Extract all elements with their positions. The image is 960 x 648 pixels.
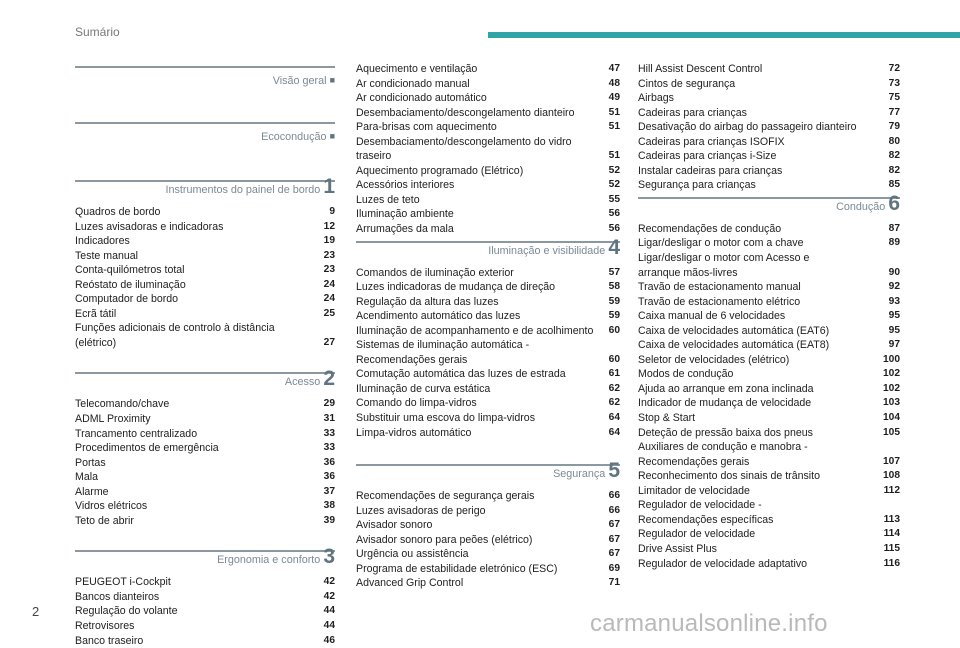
toc-entry-page: 107 [883, 455, 900, 467]
toc-entry-label: Arrumações da mala [356, 223, 454, 236]
toc-entry-page: 79 [888, 121, 900, 133]
toc-entry-page: 80 [888, 135, 900, 147]
header-accent-bar [488, 32, 960, 38]
toc-entry-label: Seletor de velocidades (elétrico) [638, 353, 790, 366]
section-square-marker: ■ [329, 75, 335, 85]
toc-entry-page: 23 [323, 264, 335, 276]
toc-section [356, 62, 620, 237]
toc-entry[interactable] [356, 562, 620, 577]
toc-entry-label: Programa de estabilidade eletrónico (ESC) [356, 562, 558, 575]
toc-entry-page: 24 [323, 278, 335, 290]
toc-entry[interactable] [75, 499, 335, 514]
toc-entry[interactable] [356, 193, 620, 208]
toc-entry[interactable] [356, 382, 620, 397]
toc-entry-page: 105 [883, 426, 900, 438]
toc-entry[interactable] [75, 307, 335, 322]
toc-entry-label: Desembaciamento/descongelamento do vidro traseiro [356, 135, 572, 163]
toc-entry-label: Ligar/desligar o motor com a chave [638, 237, 804, 250]
toc-entry-label: Substituir uma escova do limpa-vidros [356, 412, 535, 425]
toc-entry-page: 61 [608, 368, 620, 380]
toc-entry-label: Cadeiras para crianças i-Size [638, 150, 777, 163]
toc-entry-label: Banco traseiro [75, 634, 144, 647]
toc-section [638, 193, 900, 571]
toc-entry[interactable] [638, 527, 900, 542]
toc-entry-page: 39 [323, 514, 335, 526]
toc-entry[interactable] [638, 469, 900, 484]
toc-entry-label: PEUGEOT i-Cockpit [75, 576, 171, 589]
toc-entry[interactable] [75, 427, 335, 442]
toc-entry[interactable] [75, 456, 335, 471]
toc-entry-label: Acessórios interiores [356, 179, 455, 192]
toc-entry-label: Avisador sonoro [356, 519, 433, 532]
toc-entry-page: 46 [323, 634, 335, 646]
toc-entry[interactable] [75, 619, 335, 634]
toc-section [356, 237, 620, 441]
toc-entry-label: Urgência ou assistência [356, 548, 469, 561]
toc-entry[interactable] [356, 504, 620, 519]
toc-entry-page: 89 [888, 237, 900, 249]
section-header [75, 368, 335, 397]
toc-entry-label: Para-brisas com aquecimento [356, 121, 497, 134]
toc-entry-page: 42 [323, 576, 335, 588]
toc-entry[interactable] [638, 411, 900, 426]
toc-entry-page: 75 [888, 92, 900, 104]
toc-entry[interactable] [638, 440, 900, 469]
toc-entry-label: Iluminação de acompanhamento e de acolhimento [356, 324, 594, 337]
toc-entry-page: 82 [888, 164, 900, 176]
section-title[interactable]: Instrumentos do painel de bordo [165, 184, 321, 196]
toc-entry[interactable] [356, 309, 620, 324]
toc-entry-page: 87 [888, 222, 900, 234]
section-header [75, 176, 335, 205]
toc-entry[interactable] [638, 164, 900, 179]
toc-entry-label: Regulação do volante [75, 605, 178, 618]
toc-entry-page: 82 [888, 150, 900, 162]
toc-entry-page: 25 [323, 307, 335, 319]
toc-entry-label: Cintos de segurança [638, 77, 736, 90]
toc-entry-page: 102 [883, 382, 900, 394]
section-header [638, 193, 900, 222]
section-number: 6 [888, 191, 900, 215]
toc-section [75, 118, 335, 156]
toc-entry-label: Deteção de pressão baixa dos pneus [638, 426, 813, 439]
toc-entry[interactable] [638, 149, 900, 164]
toc-entry-page: 114 [883, 528, 900, 540]
toc-entry-label: Desativação do airbag do passageiro dianteiro [638, 121, 857, 134]
toc-entry-page: 104 [883, 412, 900, 424]
section-title-group [217, 545, 335, 569]
toc-entry[interactable] [638, 338, 900, 353]
toc-entry-page: 62 [608, 397, 620, 409]
section-title[interactable]: Ecocondução [261, 131, 327, 143]
section-divider [75, 122, 335, 124]
toc-entry[interactable] [356, 222, 620, 237]
toc-entry-label: Airbags [638, 92, 674, 105]
toc-entry-page: 60 [608, 353, 620, 365]
toc-entry-page: 24 [323, 293, 335, 305]
toc-entry-label: Sistemas de iluminação automática - Recomendações gerais [356, 339, 530, 366]
toc-entry-page: 47 [608, 63, 620, 74]
toc-entry-label: Reóstato de iluminação [75, 278, 186, 291]
page-number: 2 [32, 604, 40, 619]
toc-entry-page: 112 [883, 484, 900, 496]
toc-entry-label: Comando do limpa-vidros [356, 397, 477, 410]
toc-entry[interactable] [638, 222, 900, 237]
toc-entry-label: Iluminação de curva estática [356, 382, 491, 395]
toc-entry-page: 66 [608, 490, 620, 502]
toc-entry[interactable] [356, 164, 620, 179]
section-number: 2 [323, 367, 335, 391]
toc-entry-label: Caixa manual de 6 velocidades [638, 310, 786, 323]
toc-entry-page: 12 [323, 220, 335, 232]
toc-entry[interactable] [75, 575, 335, 590]
section-title[interactable]: Acesso [284, 376, 321, 389]
toc-entry-page: 113 [883, 513, 900, 525]
toc-entry[interactable] [638, 382, 900, 397]
toc-entry-page: 51 [608, 150, 620, 162]
section-header [356, 460, 620, 489]
section-title[interactable]: Segurança [553, 468, 606, 481]
toc-entry-label: Travão de estacionamento elétrico [638, 295, 801, 308]
toc-entry-label: Limitador de velocidade [638, 484, 750, 497]
toc-entry-page: 100 [883, 353, 900, 365]
toc-entry-page: 66 [608, 504, 620, 516]
toc-entry-page: 27 [323, 336, 335, 348]
toc-entry[interactable] [75, 470, 335, 485]
toc-entry-page: 95 [888, 310, 900, 322]
toc-section [75, 368, 335, 528]
toc-entry-label: Teto de abrir [75, 514, 134, 527]
toc-entry-label: Stop & Start [638, 412, 696, 425]
toc-entry-label: Comandos de iluminação exterior [356, 266, 514, 279]
toc-entry[interactable] [356, 106, 620, 121]
section-header [75, 546, 335, 575]
toc-entry-label: Acendimento automático das luzes [356, 310, 521, 323]
toc-entry[interactable] [75, 321, 335, 350]
toc-entry-page: 59 [608, 310, 620, 322]
toc-entry-label: Regulador de velocidade [638, 528, 756, 541]
toc-entry-page: 62 [608, 382, 620, 394]
toc-entry-page: 44 [323, 620, 335, 632]
toc-entry-label: Indicador de mudança de velocidade [638, 397, 812, 410]
toc-section [75, 176, 335, 350]
toc-entry-page: 73 [888, 77, 900, 89]
toc-entry-label: ADML Proximity [75, 413, 151, 426]
toc-entry-page: 85 [888, 179, 900, 191]
toc-entry[interactable] [356, 178, 620, 193]
toc-entry[interactable] [356, 207, 620, 222]
toc-entry-label: Iluminação ambiente [356, 208, 454, 221]
toc-entry-page: 116 [883, 557, 900, 569]
toc-entry-page: 36 [323, 456, 335, 468]
toc-entry-label: Cadeiras para crianças ISOFIX [638, 135, 785, 148]
toc-entry[interactable] [75, 234, 335, 249]
toc-entry[interactable] [638, 251, 900, 280]
toc-entry[interactable] [638, 178, 900, 193]
toc-entry-page: 49 [608, 92, 620, 104]
toc-entry[interactable] [638, 484, 900, 499]
toc-entry-page: 55 [608, 193, 620, 205]
toc-entry-label: Instalar cadeiras para crianças [638, 164, 783, 177]
toc-entry[interactable] [75, 441, 335, 456]
toc-entry-page: 37 [323, 485, 335, 497]
toc-entry[interactable] [356, 338, 620, 367]
toc-entry-label: Computador de bordo [75, 293, 179, 306]
toc-entry-label: Ar condicionado automático [356, 92, 487, 105]
toc-entry[interactable] [638, 135, 900, 150]
toc-entry[interactable] [356, 518, 620, 533]
toc-entry[interactable] [638, 557, 900, 572]
toc-entry-page: 48 [608, 77, 620, 89]
toc-section [75, 546, 335, 648]
toc-entry-page: 93 [888, 295, 900, 307]
toc-entry-page: 64 [608, 426, 620, 438]
toc-entry-label: Drive Assist Plus [638, 542, 717, 555]
section-title-group [553, 459, 620, 483]
toc-entry[interactable] [75, 514, 335, 529]
toc-entry-label: Luzes de teto [356, 193, 420, 206]
page-header-title: Sumário [75, 25, 120, 39]
toc-entry[interactable] [75, 278, 335, 293]
toc-entry-label: Aquecimento e ventilação [356, 63, 478, 75]
toc-entry-page: 51 [608, 121, 620, 133]
toc-entry-label: Recomendações de segurança gerais [356, 490, 535, 503]
toc-entry[interactable] [356, 266, 620, 281]
toc-entry-page: 19 [323, 235, 335, 247]
section-title-group [488, 235, 620, 259]
section-header [75, 118, 335, 156]
toc-entry-label: Bancos dianteiros [75, 590, 160, 603]
toc-entry[interactable] [638, 91, 900, 106]
toc-entry[interactable] [75, 412, 335, 427]
toc-column-2 [356, 62, 620, 609]
section-number: 3 [323, 545, 335, 569]
toc-entry[interactable] [75, 249, 335, 264]
toc-entry-page: 67 [608, 533, 620, 545]
toc-entry-page: 103 [883, 397, 900, 409]
toc-column-3 [638, 62, 900, 593]
toc-entry-label: Auxiliares de condução e manobra - Recomendações gerais [638, 441, 808, 468]
toc-entry[interactable] [638, 498, 900, 527]
toc-entry-label: Travão de estacionamento manual [638, 281, 801, 294]
toc-section [638, 62, 900, 193]
toc-entry[interactable] [356, 295, 620, 310]
toc-entry-page: 9 [329, 206, 335, 217]
section-title-group [273, 73, 335, 87]
toc-entry[interactable] [638, 295, 900, 310]
toc-entry-label: Portas [75, 456, 106, 469]
toc-entry-label: Indicadores [75, 235, 130, 248]
toc-entry-label: Segurança para crianças [638, 179, 756, 192]
toc-entry[interactable] [638, 396, 900, 411]
toc-entry-label: Desembaciamento/descongelamento dianteiro [356, 106, 575, 119]
toc-entry[interactable] [356, 135, 620, 164]
toc-entry-page: 90 [888, 266, 900, 278]
toc-entry-page: 38 [323, 500, 335, 512]
toc-entry-page: 44 [323, 605, 335, 617]
toc-entry[interactable] [356, 396, 620, 411]
section-title[interactable]: Condução [836, 200, 886, 213]
toc-entry-label: Conta-quilómetros total [75, 264, 185, 277]
toc-section [356, 460, 620, 591]
toc-entry-label: Luzes indicadoras de mudança de direção [356, 281, 556, 294]
toc-entry[interactable] [638, 426, 900, 441]
toc-entry-page: 23 [323, 249, 335, 261]
toc-entry-label: Ecrã tátil [75, 307, 117, 320]
toc-entry-page: 97 [888, 339, 900, 351]
section-header [75, 62, 335, 100]
toc-entry-page: 52 [608, 164, 620, 176]
toc-entry[interactable] [75, 604, 335, 619]
toc-entry-page: 42 [323, 590, 335, 602]
toc-entry[interactable] [638, 106, 900, 121]
toc-entry[interactable] [356, 324, 620, 339]
toc-entry[interactable] [638, 324, 900, 339]
toc-entry-label: Reconhecimento dos sinais de trânsito [638, 470, 820, 483]
toc-entry-label: Regulação da altura das luzes [356, 295, 499, 308]
toc-entry-label: Cadeiras para crianças [638, 106, 747, 119]
toc-entry[interactable] [356, 62, 620, 77]
toc-entry[interactable] [638, 280, 900, 295]
toc-entry-label: Luzes avisadoras e indicadoras [75, 220, 224, 233]
toc-entry[interactable] [638, 77, 900, 92]
toc-entry[interactable] [75, 590, 335, 605]
toc-entry[interactable] [356, 576, 620, 591]
toc-entry-page: 36 [323, 471, 335, 483]
toc-entry-label: Ar condicionado manual [356, 77, 470, 90]
toc-entry-page: 69 [608, 562, 620, 574]
toc-entry-label: Modos de condução [638, 368, 734, 381]
toc-entry-label: Advanced Grip Control [356, 577, 464, 590]
section-title-group [165, 175, 335, 198]
toc-entry[interactable] [638, 309, 900, 324]
toc-entry[interactable] [75, 397, 335, 412]
toc-entry-page: 60 [608, 324, 620, 336]
toc-column-1 [75, 62, 335, 648]
toc-entry-page: 58 [608, 281, 620, 293]
section-number: 1 [323, 175, 335, 198]
toc-entry[interactable] [356, 533, 620, 548]
toc-entry-page: 29 [323, 398, 335, 410]
toc-entry-label: Regulador de velocidade adaptativo [638, 557, 808, 570]
toc-entry-page: 108 [883, 470, 900, 482]
toc-entry[interactable] [356, 547, 620, 562]
toc-section [75, 62, 335, 100]
toc-entry-page: 64 [608, 412, 620, 424]
toc-entry[interactable] [75, 634, 335, 648]
toc-entry-label: Hill Assist Descent Control [638, 63, 763, 75]
toc-entry[interactable] [75, 205, 335, 220]
toc-entry[interactable] [75, 220, 335, 235]
section-divider [75, 66, 335, 68]
toc-entry[interactable] [638, 542, 900, 557]
toc-entry-page: 92 [888, 281, 900, 293]
section-title-group [284, 367, 335, 391]
toc-entry-label: Limpa-vidros automático [356, 426, 472, 439]
section-title-group [836, 191, 900, 215]
toc-entry-label: Mala [75, 471, 98, 484]
toc-entry-label: Alarme [75, 485, 109, 498]
toc-entry[interactable] [356, 91, 620, 106]
toc-entry-label: Comutação automática das luzes de estrada [356, 368, 566, 381]
toc-entry-page: 72 [888, 63, 900, 74]
toc-entry-label: Retrovisores [75, 620, 135, 633]
toc-entry-label: Avisador sonoro para peões (elétrico) [356, 533, 533, 546]
toc-entry-label: Caixa de velocidades automática (EAT8) [638, 339, 830, 352]
toc-entry-page: 33 [323, 442, 335, 454]
toc-entry-label: Trancamento centralizado [75, 427, 198, 440]
toc-entry-page: 52 [608, 179, 620, 191]
watermark: carmanualsonline.info [590, 610, 828, 637]
toc-entry-label: Ajuda ao arranque em zona inclinada [638, 382, 814, 395]
section-title[interactable]: Iluminação e visibilidade [488, 244, 606, 257]
toc-entry[interactable] [638, 236, 900, 251]
toc-entry-page: 102 [883, 368, 900, 380]
toc-entry-label: Vidros elétricos [75, 500, 148, 513]
section-title[interactable]: Ergonomia e conforto [217, 554, 321, 567]
toc-entry-label: Funções adicionais de controlo à distância (elétrico) [75, 322, 275, 349]
section-number: 4 [608, 235, 620, 259]
toc-entry-label: Procedimentos de emergência [75, 442, 219, 455]
toc-entry[interactable] [638, 367, 900, 382]
toc-entry-page: 77 [888, 106, 900, 118]
toc-entry[interactable] [356, 367, 620, 382]
toc-entry-page: 59 [608, 295, 620, 307]
toc-entry[interactable] [75, 292, 335, 307]
toc-entry-label: Teste manual [75, 249, 139, 262]
toc-entry-page: 57 [608, 266, 620, 278]
toc-entry-page: 67 [608, 519, 620, 531]
toc-entry-page: 33 [323, 427, 335, 439]
section-title[interactable]: Visão geral [272, 75, 327, 87]
section-square-marker: ■ [329, 131, 335, 141]
toc-entry-label: Telecomando/chave [75, 398, 170, 411]
toc-entry[interactable] [356, 120, 620, 135]
toc-entry-page: 71 [608, 577, 620, 589]
section-number: 5 [608, 459, 620, 483]
toc-entry[interactable] [356, 411, 620, 426]
toc-entry-page: 56 [608, 208, 620, 220]
toc-entry[interactable] [75, 485, 335, 500]
toc-entry[interactable] [638, 120, 900, 135]
toc-entry[interactable] [356, 280, 620, 295]
toc-entry-label: Caixa de velocidades automática (EAT6) [638, 324, 830, 337]
toc-entry-label: Recomendações de condução [638, 222, 782, 235]
toc-entry[interactable] [75, 263, 335, 278]
toc-entry-page: 56 [608, 223, 620, 235]
toc-entry-label: Luzes avisadoras de perigo [356, 504, 486, 517]
toc-entry[interactable] [356, 489, 620, 504]
toc-entry-page: 67 [608, 548, 620, 560]
toc-entry-label: Quadros de bordo [75, 206, 161, 218]
toc-entry[interactable] [638, 62, 900, 77]
section-title-group [261, 129, 335, 143]
toc-entry[interactable] [356, 77, 620, 92]
toc-entry[interactable] [356, 426, 620, 441]
toc-entry-label: Regulador de velocidade - Recomendações específicas [638, 499, 774, 526]
toc-entry-page: 95 [888, 324, 900, 336]
toc-entry-page: 51 [608, 106, 620, 118]
toc-entry-label: Ligar/desligar o motor com Acesso e arranque mãos-livres [638, 252, 810, 279]
toc-entry-label: Aquecimento programado (Elétrico) [356, 164, 524, 177]
toc-entry[interactable] [638, 353, 900, 368]
section-header [356, 237, 620, 266]
toc-entry-page: 115 [883, 542, 900, 554]
toc-entry-page: 31 [323, 413, 335, 425]
